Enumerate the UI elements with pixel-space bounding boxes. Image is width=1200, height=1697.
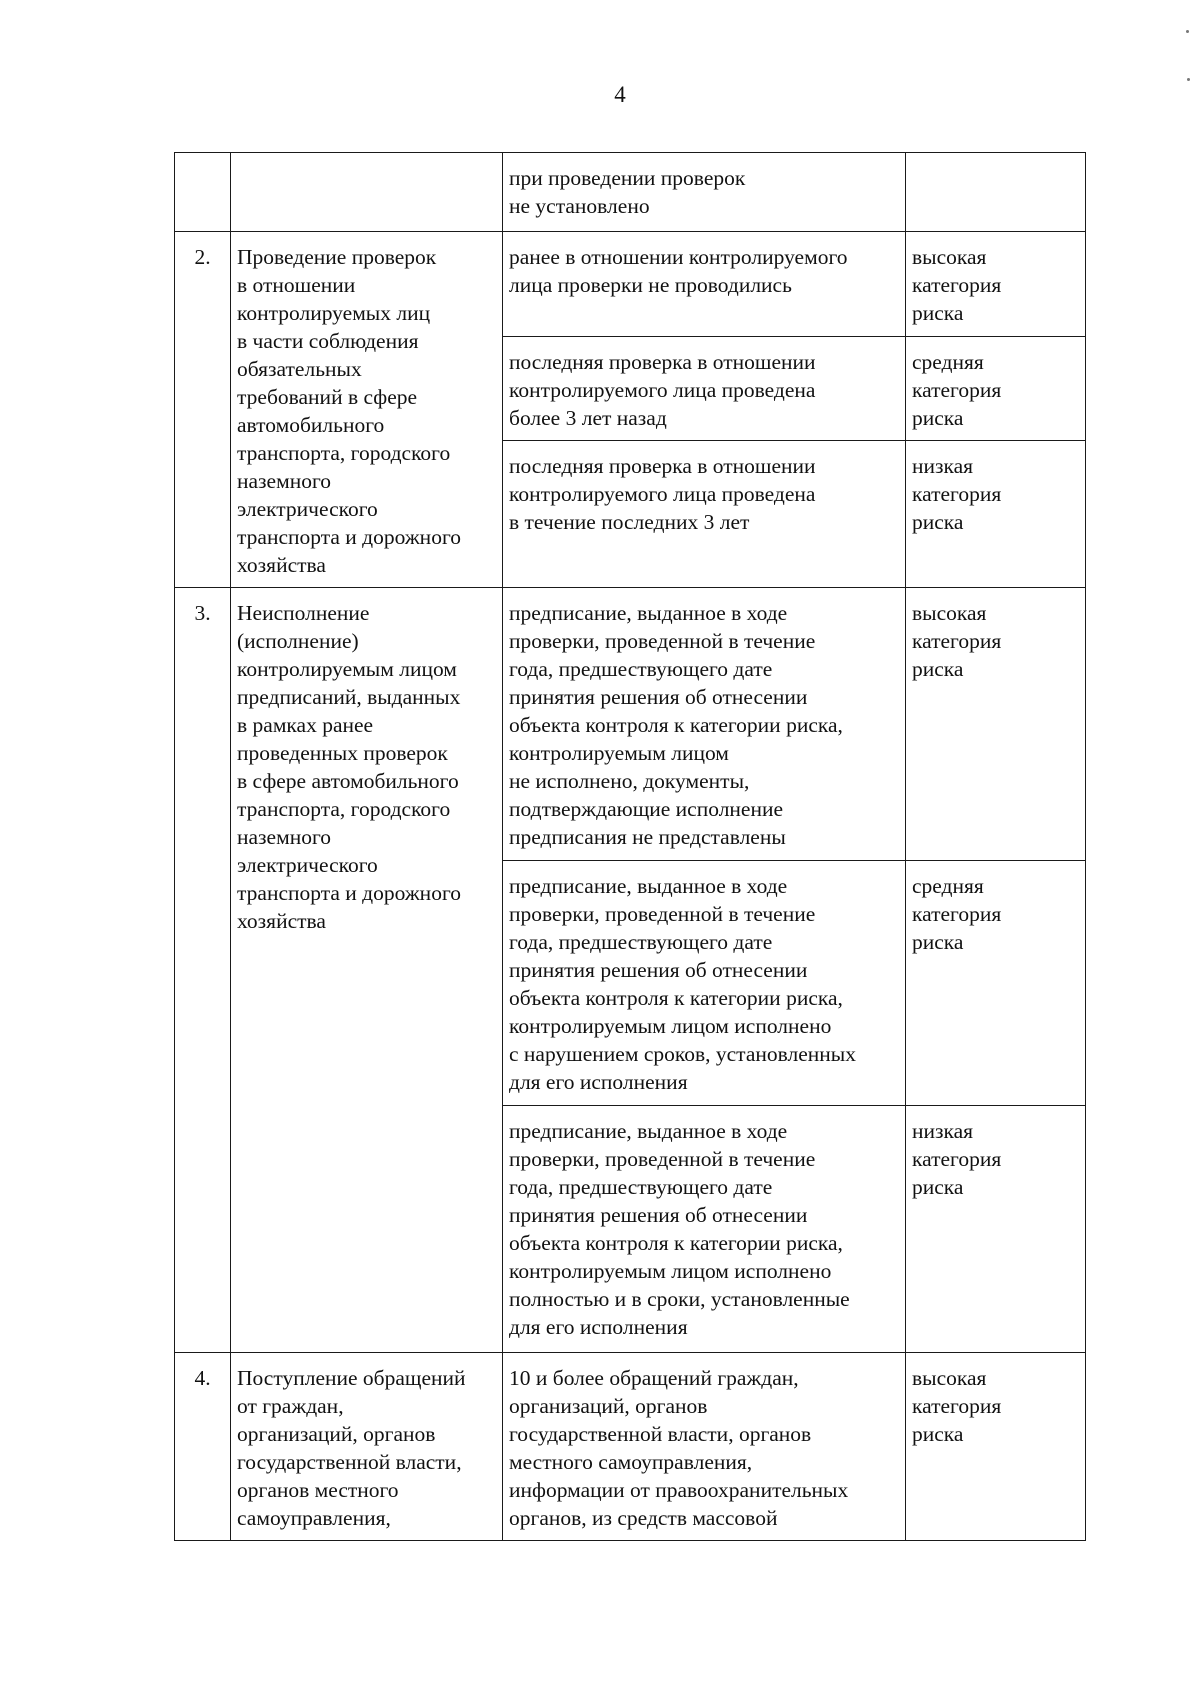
risk-condition: предписание, выданное в ходе проверки, проведенной в течение года, предшествующего дате принятия решения об отнесении объекта контроля к категории риска, контролируемым лицом исполнено с нарушением сроков, установленных для его исполнения — [503, 861, 906, 1106]
row-number: 3. — [175, 588, 231, 1353]
risk-category: высокая категория риска — [906, 1353, 1086, 1541]
page-number: 4 — [614, 82, 626, 107]
risk-condition: предписание, выданное в ходе проверки, проведенной в течение года, предшествующего дате принятия решения об отнесении объекта контроля к категории риска, контролируемым лицом не исполнено, документы, подтверждающие исполнение предписания не представлены — [503, 588, 906, 861]
risk-category: высокая категория риска — [906, 232, 1086, 337]
scan-speck — [1186, 30, 1189, 33]
risk-category: высокая категория риска — [906, 588, 1086, 861]
row-number: 4. — [175, 1353, 231, 1541]
risk-indicator: Поступление обращений от граждан, организаций, органов государственной власти, органов местного самоуправления, — [231, 1353, 503, 1541]
risk-category: низкая категория риска — [906, 1106, 1086, 1353]
risk-category: низкая категория риска — [906, 441, 1086, 588]
risk-indicator: Проведение проверок в отношении контролируемых лиц в части соблюдения обязательных требований в сфере автомобильного транспорта, городского наземного электрического транспорта и дорожного хозяйства — [231, 232, 503, 588]
risk-condition: при проведении проверок не установлено — [503, 153, 906, 232]
risk-condition: предписание, выданное в ходе проверки, проведенной в течение года, предшествующего дате принятия решения об отнесении объекта контроля к категории риска, контролируемым лицом исполнено полностью и в сроки, установленные для его исполнения — [503, 1106, 906, 1353]
risk-condition: ранее в отношении контролируемого лица проверки не проводились — [503, 232, 906, 337]
risk-indicator — [231, 153, 503, 232]
row-number: 2. — [175, 232, 231, 588]
scan-speck — [1187, 78, 1190, 81]
risk-category — [906, 153, 1086, 232]
risk-criteria-table — [174, 152, 1086, 1541]
table-row — [175, 153, 1086, 232]
risk-condition: последняя проверка в отношении контролируемого лица проведена в течение последних 3 лет — [503, 441, 906, 588]
table-row — [175, 588, 1086, 861]
risk-category: средняя категория риска — [906, 861, 1086, 1106]
risk-category: средняя категория риска — [906, 336, 1086, 441]
row-number — [175, 153, 231, 232]
risk-condition: 10 и более обращений граждан, организаций, органов государственной власти, органов местного самоуправления, информации от правоохранительных органов, из средств массовой — [503, 1353, 906, 1541]
risk-condition: последняя проверка в отношении контролируемого лица проведена более 3 лет назад — [503, 336, 906, 441]
table-row — [175, 1353, 1086, 1541]
table-row — [175, 232, 1086, 337]
risk-indicator: Неисполнение (исполнение) контролируемым лицом предписаний, выданных в рамках ранее проведенных проверок в сфере автомобильного транспорта, городского наземного электрического транспорта и дорожного хозяйства — [231, 588, 503, 1353]
